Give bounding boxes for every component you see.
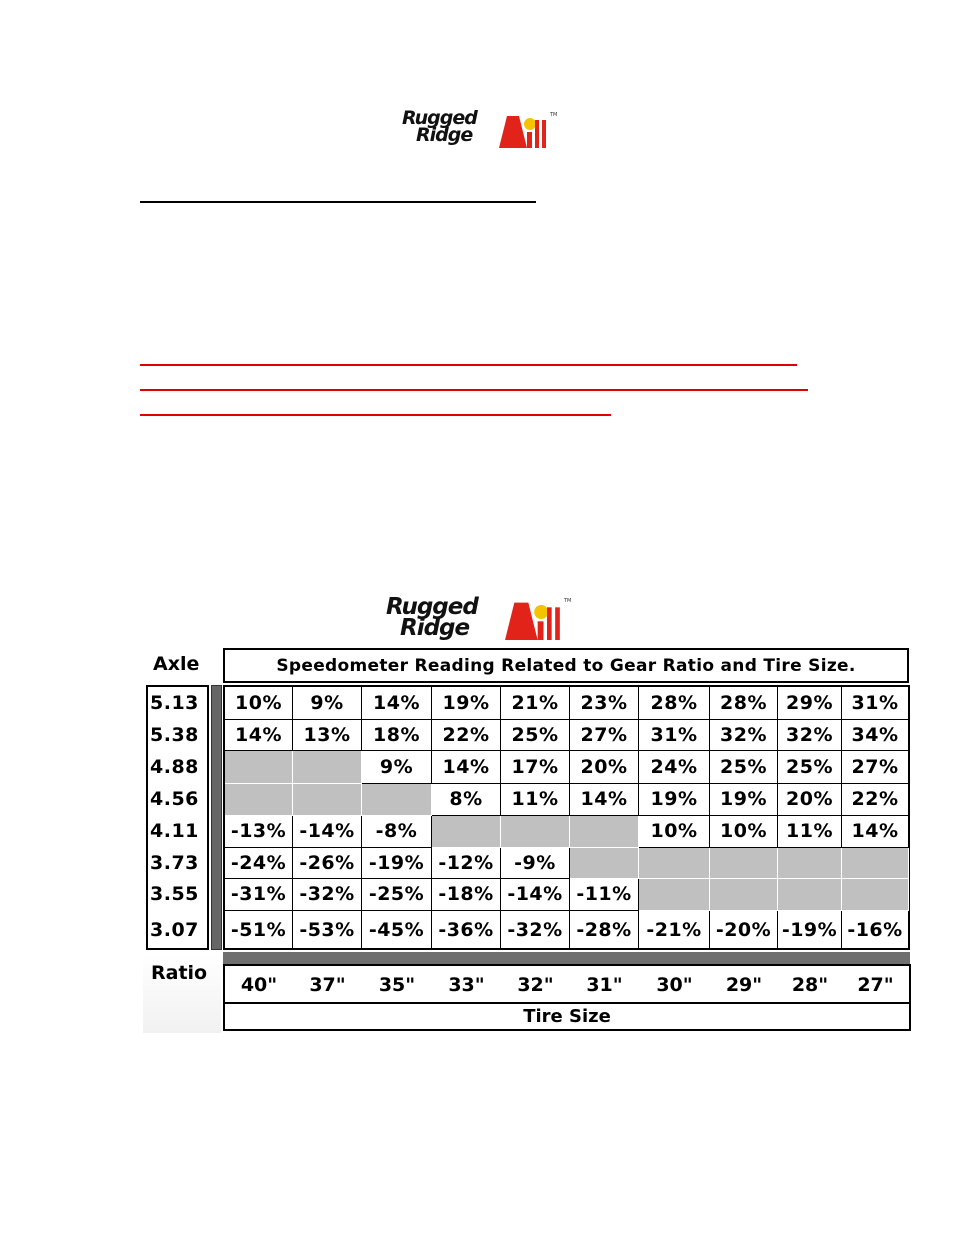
empty-cell: [362, 784, 432, 816]
axle-ratio: 3.73: [150, 852, 199, 874]
value-cell: [570, 784, 639, 816]
percent-value: 25%: [720, 756, 767, 778]
underline-rule: [140, 201, 536, 203]
percent-value: 25%: [511, 724, 559, 746]
percent-value: 10%: [720, 820, 767, 842]
value-cell: [432, 911, 501, 950]
brand-line-1: Rugged: [402, 107, 477, 129]
value-cell: [362, 816, 432, 848]
trademark-mark: TM: [550, 112, 558, 118]
percent-value: -21%: [646, 919, 702, 941]
percent-value: 14%: [580, 788, 628, 810]
brand-logo-chart: [386, 594, 572, 641]
tire-size-bar: [223, 952, 910, 964]
percent-value: 23%: [580, 692, 628, 714]
speedometer-grid: [223, 685, 910, 950]
value-cell: [778, 751, 842, 784]
chart-title: Speedometer Reading Related to Gear Ratio and Tire Size.: [276, 656, 856, 676]
value-cell: [778, 784, 842, 816]
percent-value: 13%: [303, 724, 351, 746]
ratio-label: Ratio: [151, 962, 208, 984]
brand-logo-top: [402, 107, 558, 150]
percent-value: 34%: [851, 724, 899, 746]
value-cell: [501, 720, 570, 751]
value-cell: [710, 687, 778, 720]
value-cell: [362, 879, 432, 911]
value-cell: [225, 816, 293, 848]
tire-size-row: [223, 964, 911, 1031]
value-cell: [710, 751, 778, 784]
percent-value: 22%: [442, 724, 490, 746]
percent-value: -9%: [514, 852, 556, 874]
empty-cell: [778, 848, 842, 879]
percent-value: 28%: [650, 692, 698, 714]
value-cell: [710, 911, 778, 950]
value-cell: [639, 751, 710, 784]
tire-row-divider: [225, 1002, 909, 1004]
percent-value: 14%: [235, 724, 282, 746]
percent-value: 29%: [786, 692, 833, 714]
percent-value: 32%: [720, 724, 767, 746]
percent-value: -19%: [781, 919, 838, 941]
empty-cell: [842, 879, 909, 911]
empty-cell: [501, 816, 570, 848]
value-cell: [639, 816, 710, 848]
value-cell: [501, 911, 570, 950]
value-cell: [710, 720, 778, 751]
percent-value: -12%: [438, 852, 494, 874]
percent-value: -14%: [507, 883, 563, 905]
empty-cell: [225, 751, 293, 784]
empty-cell: [432, 816, 501, 848]
percent-value: 32%: [786, 724, 833, 746]
percent-value: -8%: [375, 820, 418, 842]
value-cell: [501, 687, 570, 720]
percent-value: -19%: [368, 852, 425, 874]
value-cell: [293, 911, 362, 950]
percent-value: 8%: [449, 788, 483, 810]
value-cell: [225, 911, 293, 950]
value-cell: [225, 848, 293, 879]
column-divider-bar: [211, 685, 222, 950]
percent-value: -20%: [715, 919, 772, 941]
value-cell: [225, 879, 293, 911]
percent-value: 14%: [442, 756, 490, 778]
value-cell: [432, 720, 501, 751]
percent-value: 31%: [650, 724, 698, 746]
value-cell: [710, 784, 778, 816]
tire-size: 35": [378, 974, 416, 996]
value-cell: [778, 816, 842, 848]
empty-cell: [778, 879, 842, 911]
percent-value: -32%: [507, 919, 563, 941]
value-cell: [432, 848, 501, 879]
percent-value: -11%: [576, 883, 632, 905]
percent-value: 19%: [650, 788, 698, 810]
empty-cell: [639, 879, 710, 911]
axle-ratio: 5.13: [150, 692, 199, 714]
value-cell: [842, 784, 909, 816]
tire-size: 27": [857, 974, 894, 996]
value-cell: [293, 848, 362, 879]
tire-size: 31": [586, 974, 623, 996]
percent-value: -32%: [299, 883, 355, 905]
percent-value: 27%: [580, 724, 628, 746]
brand-line-1: Rugged: [386, 594, 478, 620]
value-cell: [362, 911, 432, 950]
chart-title-box: [223, 648, 909, 683]
value-cell: [639, 784, 710, 816]
axle-ratio: 4.56: [150, 788, 199, 810]
value-cell: [570, 720, 639, 751]
empty-cell: [293, 784, 362, 816]
value-cell: [501, 784, 570, 816]
percent-value: 22%: [851, 788, 899, 810]
empty-cell: [842, 848, 909, 879]
percent-value: 18%: [373, 724, 420, 746]
percent-value: 10%: [650, 820, 698, 842]
value-cell: [293, 879, 362, 911]
axle-ratio-column: [146, 685, 209, 950]
empty-cell: [570, 848, 639, 879]
value-cell: [501, 848, 570, 879]
percent-value: 14%: [373, 692, 420, 714]
value-cell: [778, 687, 842, 720]
value-cell: [778, 720, 842, 751]
value-cell: [432, 751, 501, 784]
red-rule-1: [140, 364, 797, 366]
value-cell: [225, 687, 293, 720]
percent-value: -25%: [368, 883, 425, 905]
value-cell: [432, 687, 501, 720]
percent-value: 11%: [511, 788, 559, 810]
trademark-mark: TM: [564, 598, 572, 604]
value-cell: [362, 687, 432, 720]
value-cell: [639, 720, 710, 751]
value-cell: [570, 687, 639, 720]
value-cell: [570, 879, 639, 911]
axle-ratio: 3.55: [150, 883, 199, 905]
percent-value: -51%: [230, 919, 287, 941]
value-cell: [842, 816, 909, 848]
percent-value: 9%: [310, 692, 344, 714]
value-cell: [362, 848, 432, 879]
percent-value: 20%: [786, 788, 833, 810]
value-cell: [293, 816, 362, 848]
empty-cell: [293, 751, 362, 784]
tire-size: 30": [656, 974, 693, 996]
value-cell: [501, 751, 570, 784]
value-cell: [842, 911, 909, 950]
percent-value: -16%: [847, 919, 903, 941]
tire-size: 29": [725, 974, 763, 996]
value-cell: [570, 751, 639, 784]
empty-cell: [225, 784, 293, 816]
value-cell: [225, 720, 293, 751]
percent-value: 20%: [580, 756, 628, 778]
red-rule-3: [140, 414, 611, 416]
tire-size-label: Tire Size: [523, 1006, 611, 1027]
empty-cell: [570, 816, 639, 848]
percent-value: 11%: [786, 820, 833, 842]
axle-ratio: 4.11: [150, 820, 199, 842]
percent-value: -13%: [230, 820, 287, 842]
value-cell: [842, 720, 909, 751]
percent-value: 24%: [650, 756, 698, 778]
tire-size: 33": [448, 974, 485, 996]
percent-value: -31%: [230, 883, 287, 905]
value-cell: [432, 784, 501, 816]
empty-cell: [639, 848, 710, 879]
value-cell: [639, 911, 710, 950]
percent-value: 19%: [720, 788, 767, 810]
percent-value: 10%: [235, 692, 282, 714]
axle-ratio: 5.38: [150, 724, 199, 746]
value-cell: [501, 879, 570, 911]
empty-cell: [710, 879, 778, 911]
percent-value: -14%: [299, 820, 355, 842]
percent-value: -53%: [299, 919, 355, 941]
percent-value: 17%: [511, 756, 559, 778]
value-cell: [778, 911, 842, 950]
value-cell: [432, 879, 501, 911]
brand-mark-icon: [501, 598, 565, 640]
tire-size: 37": [309, 974, 346, 996]
value-cell: [362, 720, 432, 751]
percent-value: 21%: [511, 692, 559, 714]
tire-size: 28": [791, 974, 829, 996]
value-cell: [293, 720, 362, 751]
percent-value: -28%: [576, 919, 632, 941]
red-rule-2: [140, 389, 808, 391]
brand-wordmark: [386, 594, 478, 641]
brand-wordmark: [402, 107, 477, 147]
percent-value: 31%: [851, 692, 899, 714]
axle-ratio: 4.88: [150, 756, 199, 778]
percent-value: 14%: [851, 820, 899, 842]
value-cell: [570, 911, 639, 950]
tire-size: 40": [240, 974, 278, 996]
value-cell: [362, 751, 432, 784]
brand-line-2: Ridge: [400, 614, 470, 641]
percent-value: 27%: [851, 756, 899, 778]
axle-label: Axle: [153, 653, 200, 675]
value-cell: [293, 687, 362, 720]
percent-value: -36%: [438, 919, 494, 941]
value-cell: [842, 751, 909, 784]
tire-size: 32": [517, 974, 554, 996]
axle-ratio: 3.07: [150, 919, 199, 941]
percent-value: -18%: [438, 883, 494, 905]
value-cell: [710, 816, 778, 848]
percent-value: 25%: [786, 756, 833, 778]
percent-value: 19%: [442, 692, 490, 714]
percent-value: -24%: [230, 852, 287, 874]
empty-cell: [710, 848, 778, 879]
brand-line-2: Ridge: [416, 124, 473, 147]
value-cell: [842, 687, 909, 720]
value-cell: [639, 687, 710, 720]
brand-mark-icon: [497, 112, 549, 148]
percent-value: -26%: [299, 852, 355, 874]
percent-value: 28%: [720, 692, 767, 714]
percent-value: 9%: [379, 756, 414, 778]
percent-value: -45%: [368, 919, 425, 941]
